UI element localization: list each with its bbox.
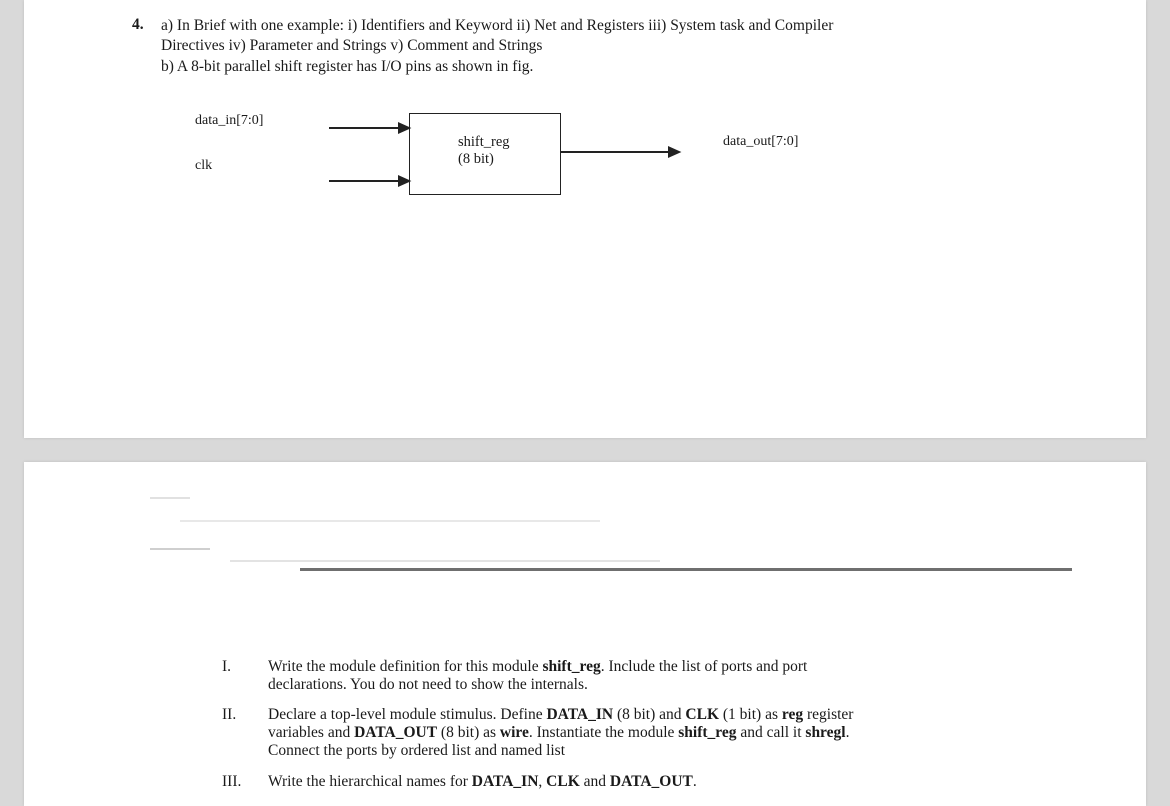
part-a-line-2: Directives iv) Parameter and Strings v) Comment and Strings (161, 37, 543, 54)
input-clk-label: clk (195, 158, 213, 173)
part-a-line-1: a) In Brief with one example: i) Identifiers and Keyword ii) Net and Registers iii) System task and Compiler (161, 17, 834, 34)
bold-term: DATA_IN (546, 706, 614, 723)
bold-term: DATA_IN (471, 773, 539, 790)
task-2-line: Declare a top-level module stimulus. Define DATA_IN (8 bit) and CLK (1 bit) as reg register (268, 706, 854, 723)
question-number: 4. (132, 16, 144, 33)
clk-arrowhead (399, 177, 409, 186)
bold-term: shregl (805, 724, 846, 741)
bold-term: DATA_OUT (354, 724, 438, 741)
data-out-arrowhead (669, 148, 679, 157)
bold-term: reg (781, 706, 804, 723)
task-1-numeral: I. (222, 658, 232, 675)
bold-term: DATA_OUT (609, 773, 693, 790)
part-b-line: b) A 8-bit parallel shift register has I/O pins as shown in fig. (161, 58, 534, 75)
task-3-body (268, 773, 1058, 791)
task-1-line: Write the module definition for this module shift_reg. Include the list of ports and port (268, 658, 808, 675)
output-data-label: data_out[7:0] (723, 134, 799, 149)
task-3-numeral: III. (222, 773, 242, 790)
bold-term: CLK (546, 773, 580, 790)
task-2-numeral: II. (222, 706, 237, 723)
task-2-line: variables and DATA_OUT (8 bit) as wire. Instantiate the module shift_reg and call it shregl. (268, 724, 850, 741)
block-width: (8 bit) (458, 151, 494, 167)
bold-term: CLK (685, 706, 720, 723)
data-in-arrowhead (399, 124, 409, 133)
bold-term: wire (499, 724, 529, 741)
task-2-body (268, 706, 1058, 760)
input-data-label: data_in[7:0] (195, 113, 264, 128)
task-1-line: declarations. You do not need to show the internals. (268, 676, 588, 693)
bold-term: shift_reg (678, 724, 737, 741)
block-name: shift_reg (458, 134, 510, 150)
bold-term: shift_reg (542, 658, 601, 675)
task-2-line: Connect the ports by ordered list and named list (268, 742, 566, 759)
task-3-line: Write the hierarchical names for DATA_IN, CLK and DATA_OUT. (268, 773, 697, 790)
task-1-body (268, 658, 1058, 694)
